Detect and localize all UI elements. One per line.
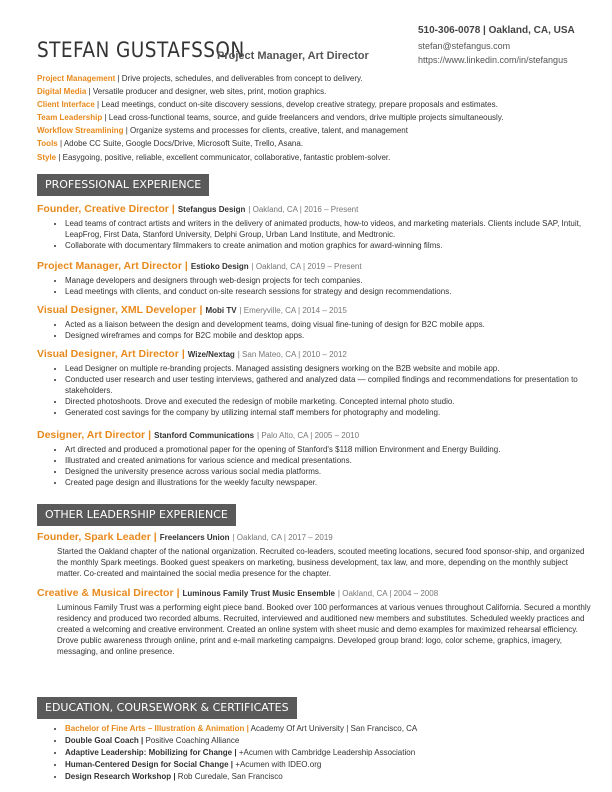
job-header [37,202,592,217]
job-meta: | Oakland, CA | 2017 – 2019 [232,533,333,542]
section-title-education: EDUCATION, COURSEWORK & CERTIFICATES [37,697,297,719]
phone-location: 510-306-0078 | Oakland, CA, USA [418,25,575,36]
separator: | [171,203,175,215]
job-bullets [37,363,592,418]
job-header [37,259,592,274]
leadership-description: Started the Oakland chapter of the national organization. Recruited co-leaders, scouted meeting locations, secured food sponsor-ship, and organized the monthly Spark meetings. Booked guest speakers on marketing, business development, tax law, and more, depending on the monthly subject matter. Co-created and maintained the social media presence for the chapter. [57,547,585,578]
bullet: • Lead Designer on multiple re-branding projects. Managed assisting designers working on the B2B website and mobile app. [65,363,592,374]
leadership-description: Luminous Family Trust was a performing eight piece band. Booked over 100 performances at various venues throughout California. Secured a monthly residency and produced two recorded albums. Recruited, interviewed and auditioned new members and substitutes. Scheduled weekly practices and created a welcoming and creative environment. Created an online system with sheet music and demo examples for maximized rehearsal efficiency. Drove public awareness through online, print and e-mail marketing campaigns. Developed group brand: logo, color scheme, graphics, imagery, messaging, and online presence. [57,603,591,656]
section-title-professional: PROFESSIONAL EXPERIENCE [37,174,209,196]
education-text: +Acumen with IDEO.org [233,760,322,769]
bullet: • Art directed and produced a promotional paper for the opening of Stanford's $118 million Environment and Energy Building. [65,444,592,455]
linkedin-link[interactable]: https://www.linkedin.com/in/stefangus [418,55,568,65]
job-company: Stanford Communications [154,431,255,440]
education-item [65,771,605,783]
job-company: Estioko Design [190,262,249,271]
leadership-entry [37,586,592,657]
education-item [65,723,605,735]
job-header [37,347,592,362]
job-title: Creative & Musical Director [37,587,174,599]
job-entry [37,428,592,488]
summary-list [37,72,587,164]
summary-text: | Easygoing, positive, reliable, excellent communicator, collaborative, fantastic problem-solver. [56,152,391,162]
education-label: Human-Centered Design for Social Change | [65,760,234,769]
bullet: • Designed wireframes and comps for B2C mobile and desktop apps. [65,330,592,341]
job-meta: | Oakland, CA | 2004 – 2008 [337,589,439,598]
summary-text: | Versatile producer and designer, web sites, print, motion graphics. [86,87,327,97]
job-header [37,586,592,601]
job-company: Stefangus Design [177,205,246,214]
bullet: • Created page design and illustrations for the weekly faculty newspaper. [65,477,592,488]
education-item [65,747,605,759]
job-entry [37,259,592,297]
education-item [65,759,605,771]
job-meta: | Oakland, CA | 2016 – Present [248,205,359,214]
job-header [37,428,592,443]
education-text: Academy Of Art University | San Francisco, CA [248,724,418,733]
bullet: • Lead teams of contract artists and writers in the delivery of animated products, how-to videos, and marketing materials. Clients include SAP, Intuit, LeapFrog, First Data, Stanford University, Delphi Group, Urban Land Institute, and Medtronic. [65,218,592,240]
job-title: Founder, Creative Director [37,203,169,215]
summary-label: Workflow Streamlining [37,126,124,136]
summary-item [37,124,587,137]
summary-label: Client Interface [37,100,95,110]
job-company: Wize/Nextag [187,350,235,359]
job-header [37,303,592,318]
bullet: • Designed the university presence across various social media platforms. [65,466,592,477]
candidate-role: Project Manager, Art Director [217,50,369,62]
summary-item [37,137,587,150]
job-meta: | Oakland, CA | 2019 – Present [251,262,362,271]
bullet: • Acted as a liaison between the design and development teams, doing visual fine-tuning of design for B2C mobile apps. [65,319,592,330]
summary-label: Style [37,152,57,162]
job-title: Founder, Spark Leader [37,531,151,543]
bullet: • Generated cost savings for the company by utilizing internal staff members for photography and modeling. [65,407,592,418]
summary-label: Project Management [37,74,116,83]
job-entry [37,303,592,341]
summary-label: Tools [37,139,58,149]
separator: | [184,260,188,272]
job-company: Luminous Family Trust Music Ensemble [182,589,335,598]
job-meta: | San Mateo, CA | 2010 – 2012 [237,350,347,359]
job-entry [37,202,592,251]
bullet: • Manage developers and designers through web-design projects for tech companies. [65,275,592,286]
bullet: • Directed photoshoots. Drove and executed the redesign of mobile marketing. Concepted internal photo studio. [65,396,592,407]
job-bullets [37,319,592,341]
education-item [65,735,605,747]
job-bullets [37,218,592,251]
education-text: Positive Coaching Alliance [143,736,240,745]
bullet: • Collaborate with documentary filmmakers to create animation and motion graphics for award-winning films. [65,240,592,251]
job-bullets [37,275,592,297]
education-text: +Acumen with Cambridge Leadership Association [236,748,416,757]
job-entry [37,347,592,418]
job-title: Project Manager, Art Director [37,260,182,272]
summary-item [37,85,587,98]
summary-label: Team Leadership [37,113,103,123]
summary-item [37,72,587,85]
separator: | [176,587,180,599]
contact-block [418,24,575,68]
summary-item [37,151,587,164]
separator: | [153,531,157,543]
education-text: Rob Curedale, San Francisco [175,772,283,781]
summary-text: | Lead cross-functional teams, source, and guide freelancers and vendors, drive multiple projects simultaneously. [102,113,504,123]
summary-text: | Drive projects, schedules, and deliverables from concept to delivery. [115,74,363,83]
summary-text: | Organize systems and processes for clients, creative, talent, and management [123,126,408,136]
job-title: Visual Designer, XML Developer [37,304,197,316]
education-label: Double Goal Coach | [65,736,144,745]
job-header [37,530,592,545]
separator: | [199,304,203,316]
education-label: Design Research Workshop | [65,772,176,781]
summary-item [37,98,587,111]
separator: | [148,429,152,441]
bullet: • Illustrated and created animations for various science and medical presentations. [65,455,592,466]
job-title: Designer, Art Director [37,429,146,441]
education-label: Adaptive Leadership: Mobilizing for Change | [65,748,237,757]
job-meta: | Palo Alto, CA | 2005 – 2010 [257,431,360,440]
candidate-name: STEFAN GUSTAFSSON [37,38,245,62]
job-company: Mobi TV [205,306,237,315]
summary-text: | Adobe CC Suite, Google Docs/Drive, Microsoft Suite, Trello, Asana. [57,139,304,149]
bullet: • Conducted user research and user testing interviews, gathered and analyzed data — compiled findings and recommendations for presentation to stakeholders. [65,374,592,396]
job-company: Freelancers Union [159,533,230,542]
education-label: Bachelor of Fine Arts – Illustration & Animation | [65,724,249,733]
separator: | [181,348,185,360]
email-link[interactable]: stefan@stefangus.com [418,40,511,51]
leadership-entry [37,530,592,579]
job-meta: | Emeryville, CA | 2014 – 2015 [239,306,347,315]
summary-text: | Lead meetings, conduct on-site discovery sessions, develop creative strategy, prepare proposals and estimates. [94,100,498,110]
education-list [37,723,605,783]
section-title-leadership: OTHER LEADERSHIP EXPERIENCE [37,504,236,526]
summary-label: Digital Media [37,87,87,97]
summary-item [37,111,587,124]
job-bullets [37,444,592,488]
job-title: Visual Designer, Art Director [37,348,179,360]
bullet: • Lead meetings with clients, and conduct on-site research sessions for strategy and design recommendations. [65,286,592,297]
